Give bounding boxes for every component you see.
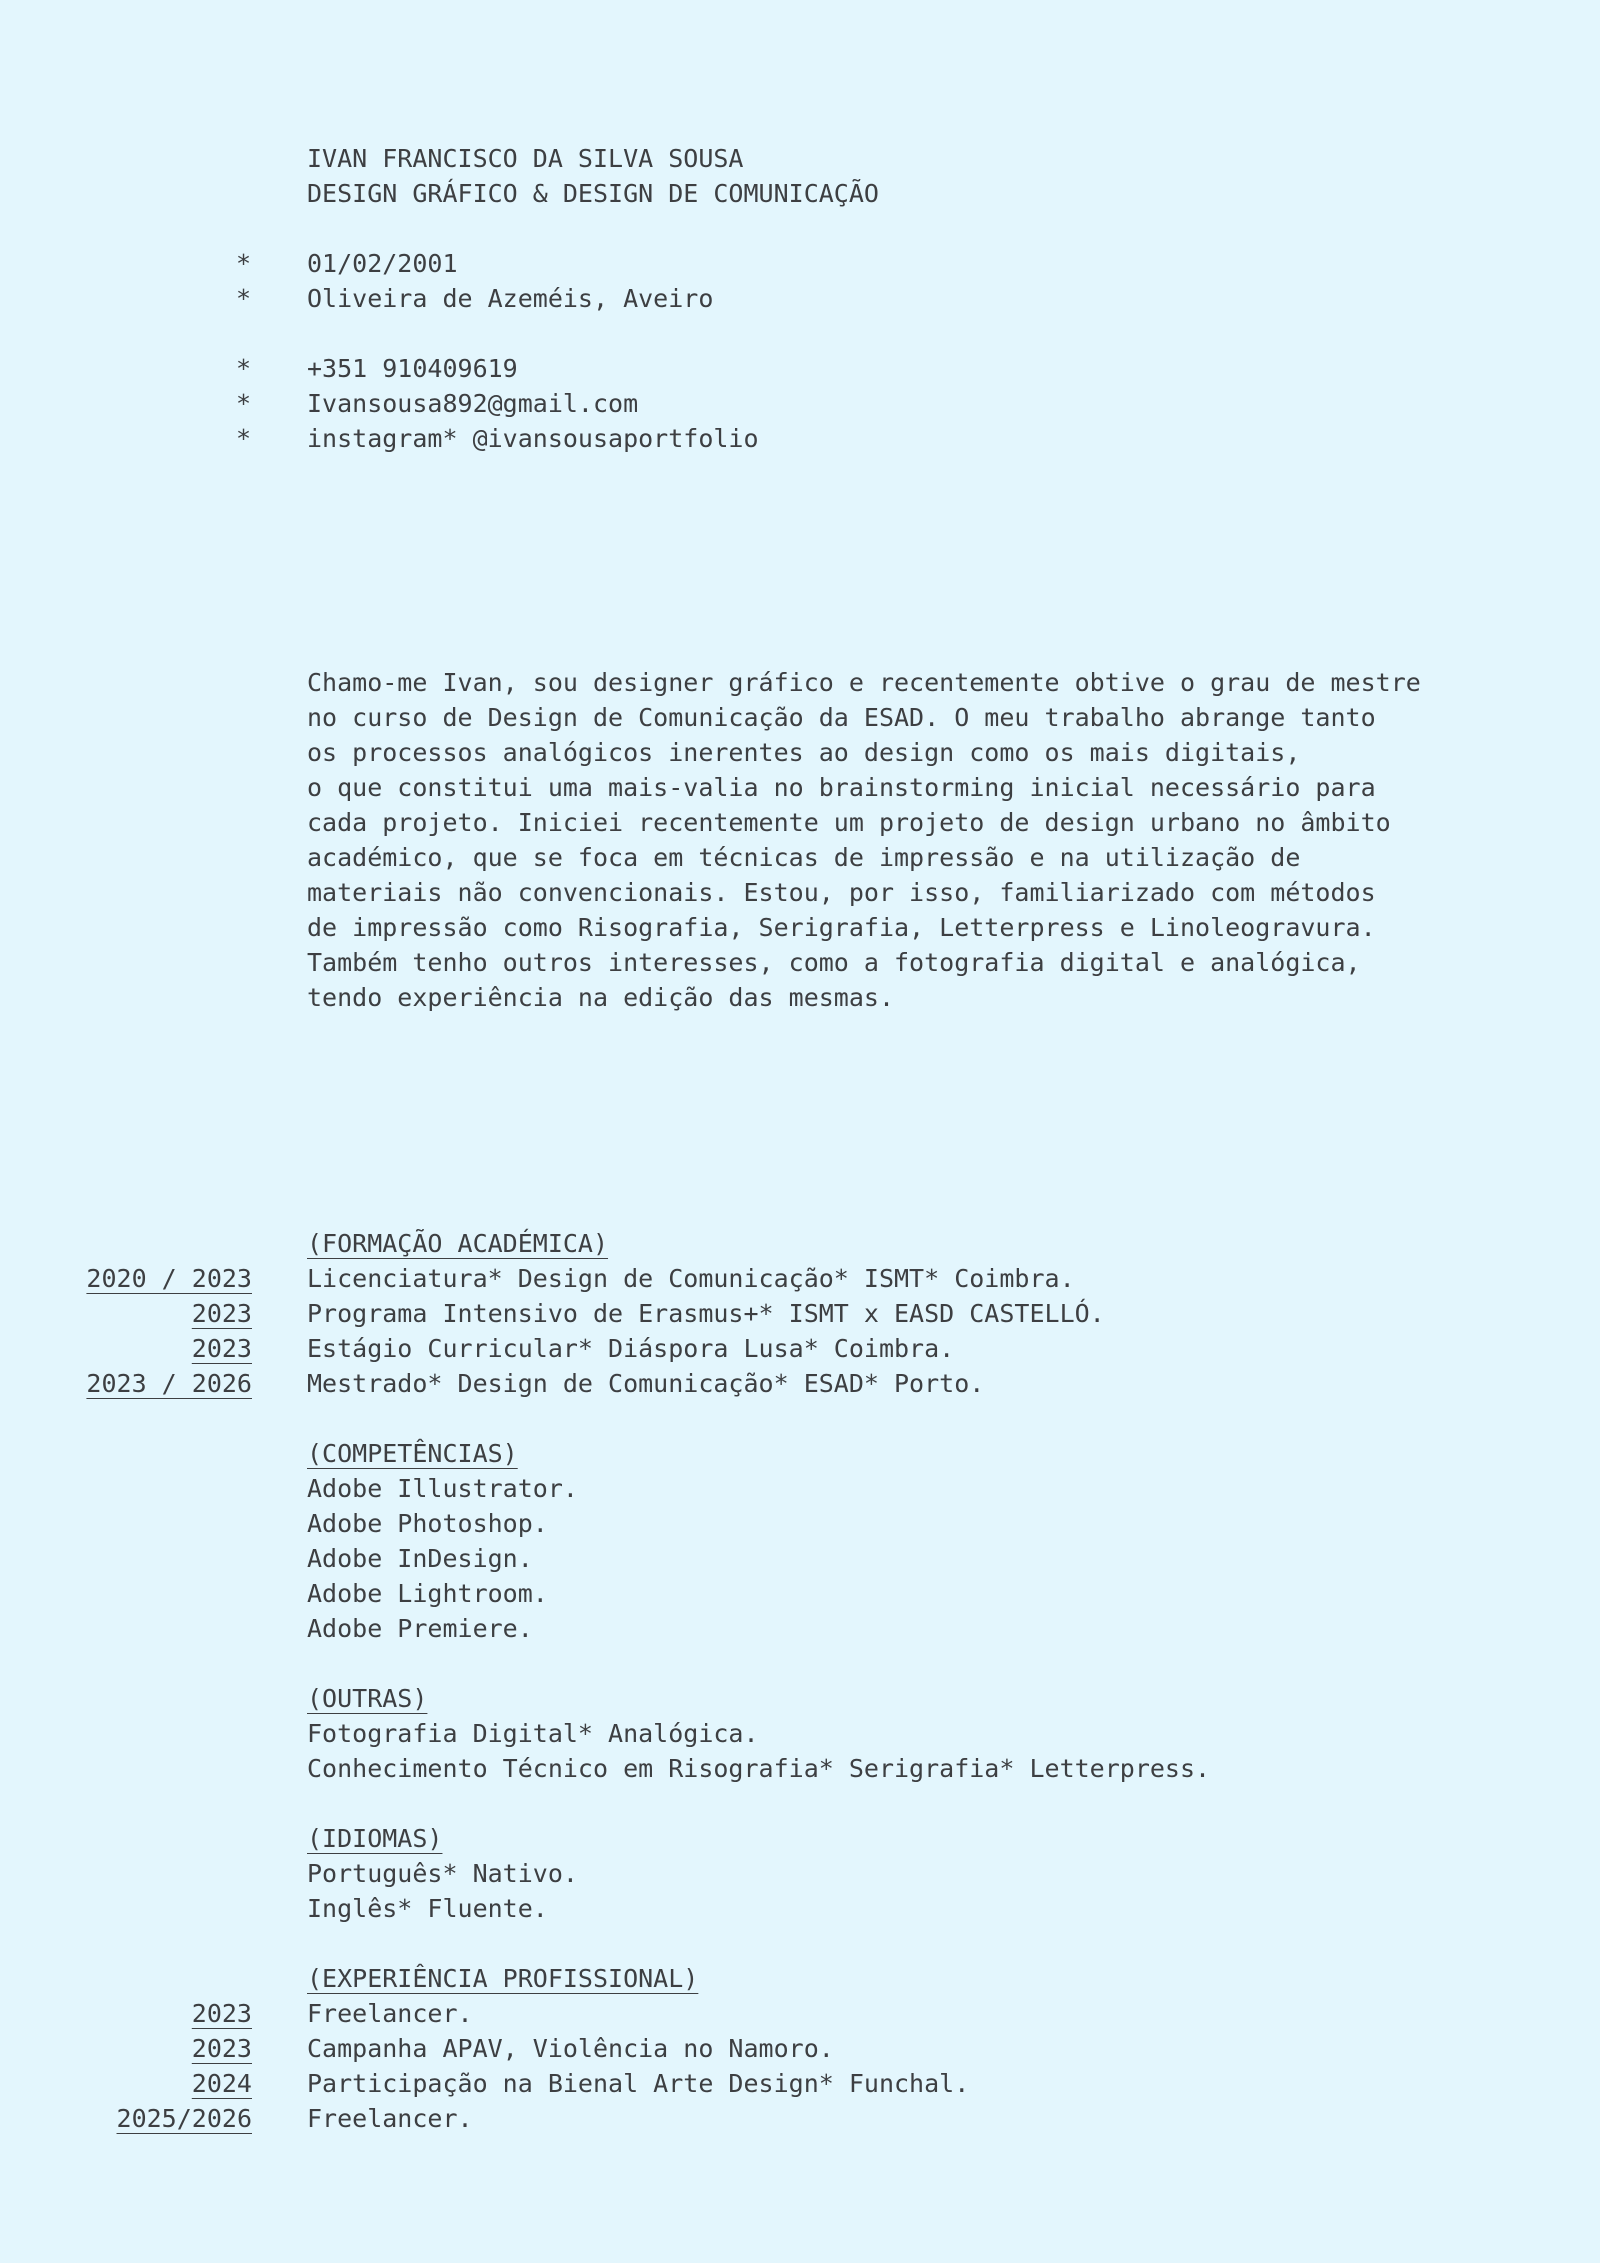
birthdate: 01/02/2001 bbox=[307, 249, 458, 278]
experience-date: 2023 bbox=[191, 1999, 252, 2028]
bio-line: Chamo-me Ivan, sou designer gráfico e recentemente obtive o grau de mestre bbox=[307, 668, 1421, 697]
bullet-icon: * bbox=[236, 424, 252, 453]
bullet-icon: * bbox=[236, 389, 252, 418]
bio-line: o que constitui uma mais-valia no brainstorming inicial necessário para bbox=[307, 773, 1376, 802]
skill-item: Adobe Lightroom. bbox=[307, 1579, 548, 1608]
bullet-icon: * bbox=[236, 354, 252, 383]
bio-line: materiais não convencionais. Estou, por isso, familiarizado com métodos bbox=[307, 878, 1376, 907]
education-item: Mestrado* Design de Comunicação* ESAD* Porto. bbox=[307, 1369, 985, 1398]
experience-heading: (EXPERIÊNCIA PROFISSIONAL) bbox=[307, 1964, 699, 1993]
bio-paragraph bbox=[307, 665, 1547, 1015]
skill-item: Adobe Illustrator. bbox=[307, 1474, 578, 1503]
bullet-icon: * bbox=[236, 284, 252, 313]
instagram: instagram* @ivansousaportfolio bbox=[307, 424, 759, 453]
skill-item: Adobe Photoshop. bbox=[307, 1509, 548, 1538]
role-subtitle: DESIGN GRÁFICO & DESIGN DE COMUNICAÇÃO bbox=[307, 179, 879, 208]
languages-heading: (IDIOMAS) bbox=[307, 1824, 443, 1853]
experience-date: 2025/2026 bbox=[116, 2104, 252, 2133]
location: Oliveira de Azeméis, Aveiro bbox=[307, 284, 714, 313]
experience-item: Participação na Bienal Arte Design* Funchal. bbox=[307, 2069, 970, 2098]
language-item: Inglês* Fluente. bbox=[307, 1894, 548, 1923]
bio-line: Também tenho outros interesses, como a fotografia digital e analógica, bbox=[307, 948, 1361, 977]
education-item: Programa Intensivo de Erasmus+* ISMT x EASD CASTELLÓ. bbox=[307, 1299, 1105, 1328]
language-item: Português* Nativo. bbox=[307, 1859, 578, 1888]
bullet-icon: * bbox=[236, 249, 252, 278]
bio-line: de impressão como Risografia, Serigrafia, Letterpress e Linoleogravura. bbox=[307, 913, 1376, 942]
experience-item: Freelancer. bbox=[307, 1999, 473, 2028]
phone: +351 910409619 bbox=[307, 354, 518, 383]
email: Ivansousa892@gmail.com bbox=[307, 389, 639, 418]
education-date: 2023 / 2026 bbox=[86, 1369, 252, 1398]
bio-line: académico, que se foca em técnicas de impressão e na utilização de bbox=[307, 843, 1301, 872]
skills-heading: (COMPETÊNCIAS) bbox=[307, 1439, 518, 1468]
name-title: IVAN FRANCISCO DA SILVA SOUSA bbox=[307, 144, 744, 173]
other-item: Fotografia Digital* Analógica. bbox=[307, 1719, 759, 1748]
other-heading: (OUTRAS) bbox=[307, 1684, 428, 1713]
education-item: Licenciatura* Design de Comunicação* ISMT* Coimbra. bbox=[307, 1264, 1075, 1293]
skill-item: Adobe InDesign. bbox=[307, 1544, 533, 1573]
bio-line: os processos analógicos inerentes ao design como os mais digitais, bbox=[307, 738, 1301, 767]
experience-date: 2023 bbox=[191, 2034, 252, 2063]
education-date: 2023 bbox=[191, 1334, 252, 1363]
education-date: 2020 / 2023 bbox=[86, 1264, 252, 1293]
education-heading: (FORMAÇÃO ACADÉMICA) bbox=[307, 1229, 609, 1258]
bio-line: cada projeto. Iniciei recentemente um projeto de design urbano no âmbito bbox=[307, 808, 1391, 837]
experience-date: 2024 bbox=[191, 2069, 252, 2098]
other-item: Conhecimento Técnico em Risografia* Serigrafia* Letterpress. bbox=[307, 1754, 1211, 1783]
skill-item: Adobe Premiere. bbox=[307, 1614, 533, 1643]
experience-item: Campanha APAV, Violência no Namoro. bbox=[307, 2034, 834, 2063]
education-item: Estágio Curricular* Diáspora Lusa* Coimbra. bbox=[307, 1334, 955, 1363]
education-date: 2023 bbox=[191, 1299, 252, 1328]
bio-line: no curso de Design de Comunicação da ESAD. O meu trabalho abrange tanto bbox=[307, 703, 1376, 732]
bio-line: tendo experiência na edição das mesmas. bbox=[307, 983, 894, 1012]
experience-item: Freelancer. bbox=[307, 2104, 473, 2133]
